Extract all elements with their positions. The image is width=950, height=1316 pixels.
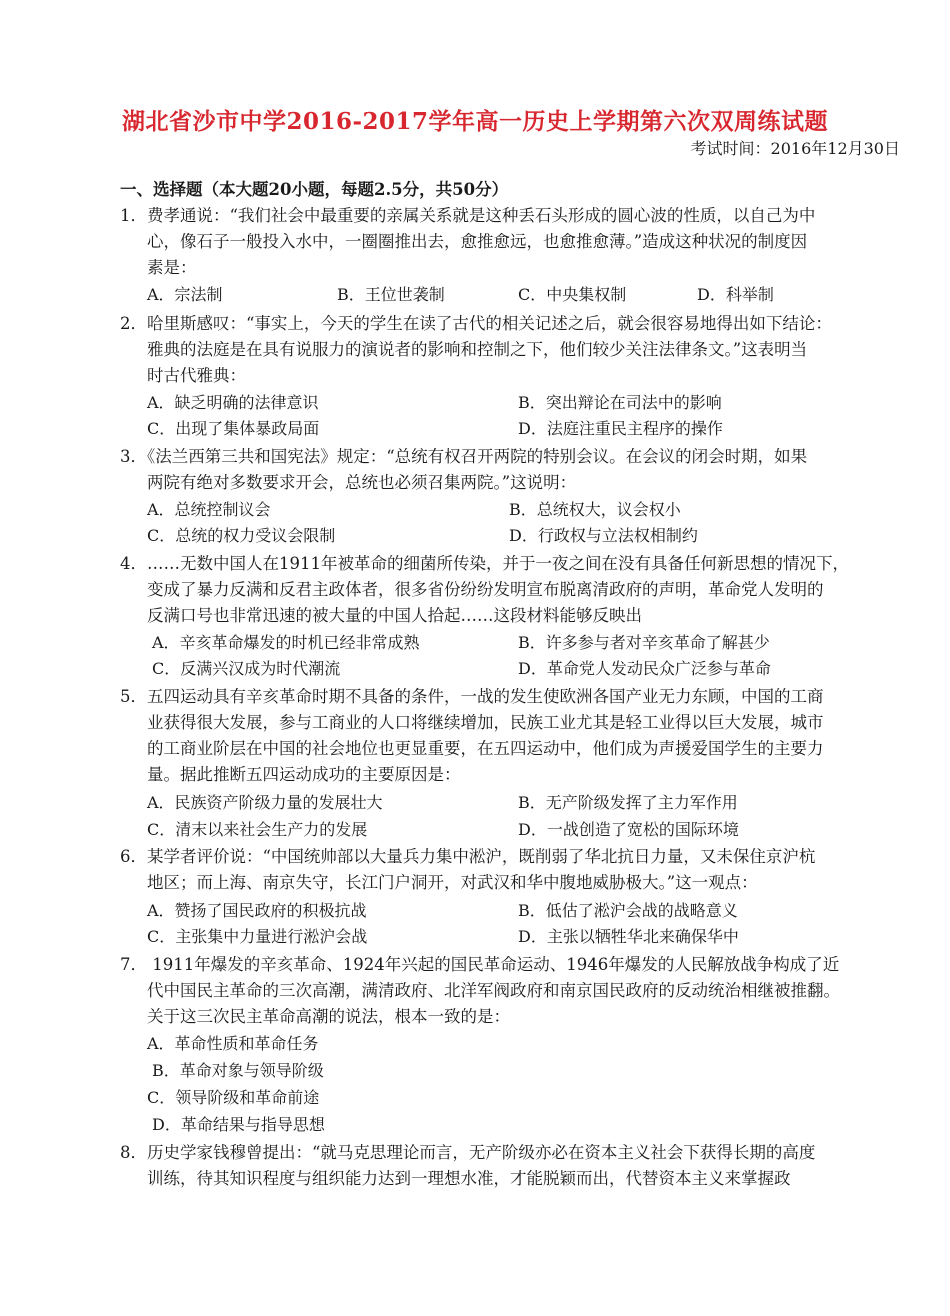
- option-b: B．总统权大，议会权小: [509, 500, 681, 519]
- question-text-line: 训练，待其知识程度与组织能力达到一理想水准，才能脱颖而出，代替资本主义来掌握政: [147, 1169, 791, 1188]
- question-text-line: 量。据此推断五四运动成功的主要原因是：: [147, 765, 461, 784]
- question-text-line: 2．哈里斯感叹：“事实上，今天的学生在读了古代的相关记述之后，就会很容易地得出如下结论：: [120, 314, 832, 333]
- question-text-line: 雅典的法庭是在具有说服力的演说者的影响和控制之下，他们较少关注法律条文。”这表明当: [147, 340, 808, 359]
- option-a: A．缺乏明确的法律意识: [147, 393, 319, 412]
- option-c: C．反满兴汉成为时代潮流: [152, 659, 341, 678]
- option-a: A．民族资产阶级力量的发展壮大: [147, 793, 383, 812]
- question-text-line: 1．费孝通说：“我们社会中最重要的亲属关系就是这种丢石头形成的圆心波的性质，以自己为中: [120, 206, 816, 225]
- option-d: D．科举制: [697, 285, 774, 304]
- option-b: B．低估了淞沪会战的战略意义: [518, 901, 738, 920]
- option-a: A．总统控制议会: [147, 500, 271, 519]
- question-text-line: 心，像石子一般投入水中，一圈圈推出去，愈推愈远，也愈推愈薄。”造成这种状况的制度因: [147, 232, 808, 251]
- question-text-line: 代中国民主革命的三次高潮，满清政府、北洋军阀政府和南京国民政府的反动统治相继被推翻。: [147, 981, 840, 1000]
- option-c: C．领导阶级和革命前途: [147, 1088, 320, 1107]
- option-d: D．法庭注重民主程序的操作: [518, 419, 723, 438]
- exam-time: 考试时间：2016年12月30日: [690, 139, 900, 158]
- document-title: 湖北省沙市中学2016-2017学年高一历史上学期第六次双周练试题: [121, 108, 829, 135]
- option-d: D．一战创造了宽松的国际环境: [518, 820, 739, 839]
- option-b: B．革命对象与领导阶级: [152, 1061, 324, 1080]
- question-text-line: 变成了暴力反满和反君主政体者，很多省份纷纷发明宣布脱离清政府的声明，革命党人发明的: [147, 580, 824, 599]
- question-text-line: 素是：: [147, 258, 197, 277]
- option-b: B．突出辩论在司法中的影响: [518, 393, 722, 412]
- question-text-line: 关于这三次民主革命高潮的说法，根本一致的是：: [147, 1007, 510, 1026]
- option-c: C．中央集权制: [518, 285, 627, 304]
- question-text-line: 6．某学者评价说：“中国统帅部以大量兵力集中淞沪，既削弱了华北抗日力量，又未保住京沪杭: [120, 847, 816, 866]
- option-a: A．辛亥革命爆发的时机已经非常成熟: [152, 633, 420, 652]
- question-text-line: 反满口号也非常迅速的被大量的中国人拾起……这段材料能够反映出: [147, 606, 642, 625]
- option-b: B．许多参与者对辛亥革命了解甚少: [518, 633, 770, 652]
- option-a: A．赞扬了国民政府的积极抗战: [147, 901, 367, 920]
- question-text-line: 两院有绝对多数要求开会，总统也必须召集两院。”这说明：: [147, 473, 577, 492]
- question-text-line: 5．五四运动具有辛亥革命时期不具备的条件，一战的发生使欧洲各国产业无力东顾，中国的工商: [120, 687, 824, 706]
- option-d: D．主张以牺牲华北来确保华中: [518, 927, 739, 946]
- option-c: C．清末以来社会生产力的发展: [147, 820, 368, 839]
- question-text-line: 8．历史学家钱穆曾提出：“就马克思理论而言，无产阶级亦必在资本主义社会下获得长期的高度: [120, 1143, 816, 1162]
- option-c: C．出现了集体暴政局面: [147, 419, 320, 438]
- option-b: B．王位世袭制: [337, 285, 445, 304]
- question-text-line: 的工商业阶层在中国的社会地位也更显重要，在五四运动中，他们成为声援爱国学生的主要力: [147, 739, 824, 758]
- question-text-line: 7． 1911年爆发的辛亥革命、1924年兴起的国民革命运动、1946年爆发的人民解放战争构成了近: [120, 955, 840, 974]
- question-text-line: 业获得很大发展，参与工商业的人口将继续增加，民族工业尤其是轻工业得以巨大发展，城市: [147, 713, 824, 732]
- question-text-line: 4．……无数中国人在1911年被革命的细菌所传染，并于一夜之间在没有具备任何新思想的情况下，: [120, 554, 849, 573]
- option-b: B．无产阶级发挥了主力军作用: [518, 793, 738, 812]
- question-text-line: 3．《法兰西第三共和国宪法》规定：“总统有权召开两院的特别会议。在会议的闭会时期，如果: [120, 447, 808, 466]
- option-d: D．革命党人发动民众广泛参与革命: [518, 659, 771, 678]
- option-a: A．宗法制: [147, 285, 223, 304]
- option-c: C．总统的权力受议会限制: [147, 526, 336, 545]
- option-c: C．主张集中力量进行淞沪会战: [147, 927, 368, 946]
- section-heading: 一、选择题（本大题20小题，每题2.5分，共50分）: [120, 180, 509, 199]
- option-a: A．革命性质和革命任务: [147, 1034, 319, 1053]
- option-d: D．行政权与立法权相制约: [509, 526, 698, 545]
- question-text-line: 时古代雅典：: [147, 366, 246, 385]
- question-text-line: 地区；而上海、南京失守，长江门户洞开，对武汉和华中腹地威胁极大。”这一观点：: [147, 873, 758, 892]
- option-d: D．革命结果与指导思想: [152, 1115, 325, 1134]
